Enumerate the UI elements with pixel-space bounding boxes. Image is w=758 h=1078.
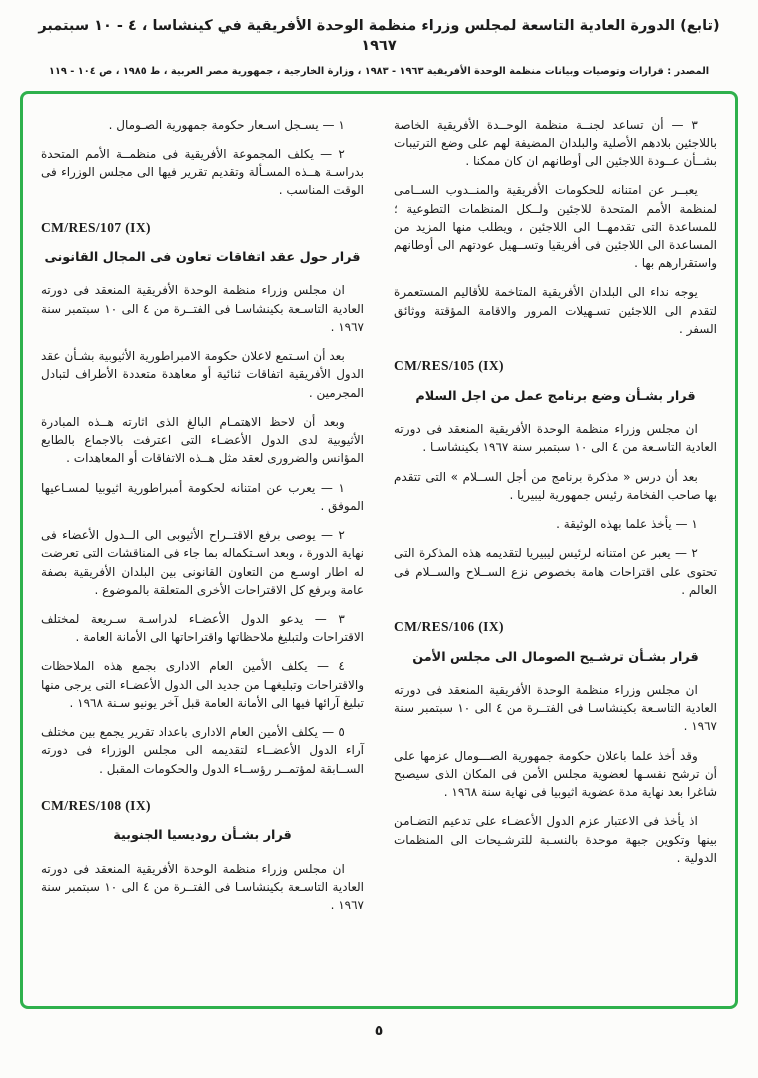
column-left [41, 116, 364, 992]
green-border-box [20, 91, 738, 1009]
paragraph: وقد أخذ علما باعلان حكومة جمهورية الصـــومال عزمها على أن ترشح نفسـها لعضوية مجلس الأمن فى المكان الذى سيصبح شاغرا بعد نهاية مدة عضوية اثيوبيا فى نهاية سنة ١٩٦٨ . [394, 748, 717, 800]
paragraph: ٣ — يدعو الدول الأعضـاء لدراسـة سـريعة لمختلف الاقتراحات ولتبليغ ملاحظاتها واقتراحاتها الى الأمانة العامة . [41, 612, 364, 645]
resolution-title: قرار حول عقد اتفاقات تعاون فى المجال القانونى [44, 250, 361, 266]
paragraph: بعد أن درس « مذكرة برنامج من أجل الســلام » التى تتقدم بها صاحب الفخامة رئيس جمهورية ليبيريا . [394, 469, 717, 502]
header-title: (تابع) الدورة العادية التاسعة لمجلس وزراء منظمة الوحدة الأفريقية في كينشاسا ، ٤ - ١٠ سبتمبر ١٩٦٧ [38, 18, 720, 55]
resolution-code: CM/RES/107 (IX) [41, 219, 151, 235]
resolution-title: قرار بشـأن وضع برنامج عمل من اجل السلام [415, 388, 696, 404]
paragraph: ٢ — يكلف المجموعة الأفريقية فى منظمــة الأمم المتحدة بدراسـة هــذه المسـألة وتقديم تقرير فيها الى مجلس الوزراء فى الوقت المناسب . [41, 146, 364, 198]
resolution-code: CM/RES/105 (IX) [394, 358, 504, 374]
paragraph: ١ — يسـجل اسـعار حكومة جمهورية الصـومال . [108, 117, 345, 132]
paragraph: يوجه نداء الى البلدان الأفريقية المتاخمة للأقاليم المستعمرة لتقدم الى اللاجئين تسـهيلات المرور والاقامة المؤقتة ووثائق السفر . [394, 285, 717, 336]
page-header [0, 0, 758, 81]
paragraph: ٢ — يوصى برفع الاقتــراح الأثيوبى الى الــدول الأعضاء فى نهاية الدورة ، وبعد اسـتكماله بما جاء فى المناقشات التى تعرضت له اطار اوسـع من التعاون القانونى بين البلدان الأفريقية بصفة عامة وبرفع كل الاقتراحات الأخرى المتعلقة بالموضوع . [41, 528, 364, 597]
page-number: ٥ [374, 1022, 384, 1039]
paragraph: ان مجلس وزراء منظمة الوحدة الأفريقية المنعقد فى دورته العادية التاسـعة بكينشاسـا فى الفتــرة من ٤ الى ١٠ سبتمبر سنة ١٩٦٧ . [41, 283, 365, 334]
paragraph: ان مجلس وزراء منظمة الوحدة الأفريقية المنعقد فى دورته العادية التاسـعة بكينشاسـا فى الفتــرة من ٤ الى ١٠ سبتمبر سنة ١٩٦٧ . [41, 861, 365, 913]
paragraph: ٤ — يكلف الأمين العام الادارى بجمع هذه الملاحظات والاقتراحات وتبليغهـا من جديد الى الدول الأعضـاء التى يرجى منها تبليغ آرائها فيها الى الأمانة العامة قبل آخر يونيو سـنة ١٩٦٨ . [41, 659, 364, 710]
resolution-title: قرار بشـأن ترشـيح الصومال الى مجلس الأمن [412, 649, 699, 665]
paragraph: ان مجلس وزراء منظمة الوحدة الأفريقية المنعقد فى دورته العادية التاسـعة بكينشاسـا فى الفتــرة من ٤ الى ١٠ سبتمبر سنة ١٩٦٧ . [394, 682, 718, 734]
paragraph: يعبــر عن امتنانه للحكومات الأفريقية والمنــدوب الســامى لمنظمة الأمم المتحدة للاجئين ولــكل المنظمات التطوعية ؛ للمساعدة التى تقدمهــا الى اللاجئين ، ويطلب منها المزيد من المساعدة الى اللاجئين فى أفريقيا وتســهيل عودتهم الى أوطانهم واستقرارهم بها . [394, 183, 717, 271]
paragraph: وبعد أن لاحظ الاهتمـام البالغ الذى اثارته هــذه المبادرة الأثيوبية لدى الدول الأعضـاء التى اعترفت بالاجماع بالطابع المؤانس والضرورى لعقد مثل هــذه الاتفاقات أو المعاهدات . [41, 414, 364, 466]
paragraph: ان مجلس وزراء منظمة الوحدة الأفريقية المنعقد فى دورته العادية التاسـعة من ٤ الى ١٠ سبتمبر سنة ١٩٦٧ بكينشاسـا . [394, 422, 717, 455]
paragraph: ١ — يأخذ علما بهذه الوثيقة . [556, 517, 698, 532]
resolution-code: CM/RES/106 (IX) [394, 619, 504, 634]
paragraph: ٣ — أن تساعد لجنــة منظمة الوحــدة الأفريقية الخاصة باللاجئين بلادهم الأصلية والبلدان المضيفة لهم على وضع الترتيبات بشــأن عــودة اللاجئين الى أوطانهم ان كان ممكنا . [394, 117, 717, 169]
resolution-code: CM/RES/108 (IX) [41, 797, 151, 813]
header-source: المصدر : قرارات وتوصيات وبيانات منظمة الوحدة الأفريقية ١٩٦٣ - ١٩٨٣ ، وزارة الخارجية ، جمهورية مصر العربية ، ط ١٩٨٥ ، ص ١٠٤ - ١١٩ [48, 65, 710, 77]
column-right [394, 116, 717, 992]
paragraph: ١ — يعرب عن امتنانه لحكومة أمبراطورية اثيوبيا لمسـاعيها الموفق . [41, 480, 364, 513]
paragraph: ٥ — يكلف الأمين العام الادارى باعداد تقرير يجمع بين مختلف آراء الدول الأعضــاء لتقديمه الى مجلس الوزراء فى دورته الســابقة لمؤتمــر رؤســاء الدول والحكومات المقبل . [41, 725, 364, 776]
paragraph: بعد أن اسـتمع لاعلان حكومة الامبراطورية الأثيوبية بشـأن عقد الدول الأفريقية اتفاقات ثنائية أو معاهدة متعددة الأطراف لتبادل المجرمين . [41, 349, 364, 400]
resolution-title: قرار بشـأن روديسيا الجنوبية [113, 828, 292, 844]
paragraph: ٢ — يعبر عن امتنانه لرئيس ليبيريا لتقديمه هذه المذكرة التى تحتوى على اقتراحات هامة بخصوص نزع الســلاح والســلام فى العالم . [394, 546, 717, 597]
paragraph: اذ يأخذ فى الاعتبار عزم الدول الأعضـاء على تدعيم التضـامن بينها وتكوين جبهة موحدة بالنسـبة للترشـيحات الى المنظمات الدولية . [394, 814, 717, 865]
